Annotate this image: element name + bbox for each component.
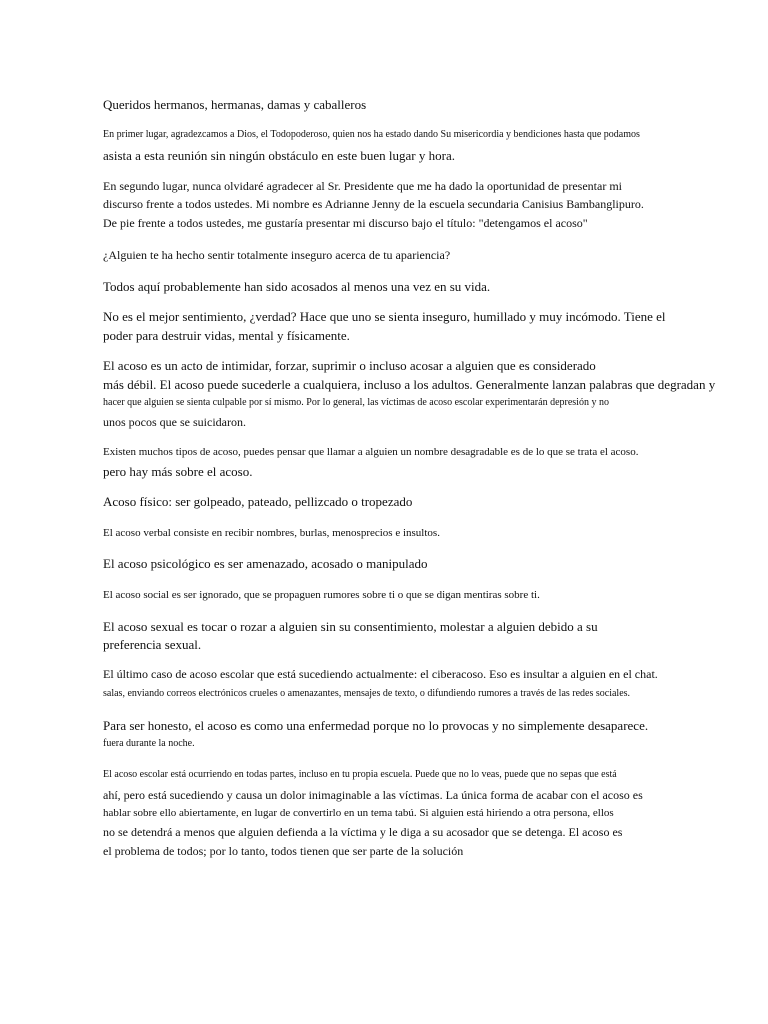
paragraph-14-line-1: Para ser honesto, el acoso es como una enfermedad porque no lo provocas y no simplemente desaparece. <box>103 718 649 733</box>
paragraph-13-line-1: El último caso de acoso escolar que está sucediendo actualmente: el ciberacoso. Eso es insultar a alguien en el chat. <box>103 667 658 681</box>
paragraph-15-line-4: no se detendrá a menos que alguien defienda a la víctima y le diga a su acosador que se detenga. El acoso es <box>103 825 623 839</box>
paragraph-14-line-2: fuera durante la noche. <box>103 738 195 749</box>
paragraph-2-line-3: De pie frente a todos ustedes, me gustaría presentar mi discurso bajo el título: "detengamos el acoso" <box>103 216 588 230</box>
paragraph-7-line-1: Existen muchos tipos de acoso, puedes pensar que llamar a alguien un nombre desagradable es de lo que se trata el acoso. <box>103 446 639 458</box>
paragraph-6-line-4: unos pocos que se suicidaron. <box>103 415 246 429</box>
paragraph-11: El acoso social es ser ignorado, que se propaguen rumores sobre ti o que se digan mentiras sobre ti. <box>103 589 540 601</box>
paragraph-6-line-1: El acoso es un acto de intimidar, forzar, suprimir o incluso acosar a alguien que es considerado <box>103 358 596 373</box>
paragraph-10: El acoso psicológico es ser amenazado, acosado o manipulado <box>103 556 428 571</box>
paragraph-4: Todos aquí probablemente han sido acosados al menos una vez en su vida. <box>103 279 491 294</box>
paragraph-2-line-1: En segundo lugar, nunca olvidaré agradecer al Sr. Presidente que me ha dado la oportunidad de presentar mi <box>103 179 623 193</box>
paragraph-1-line-2: asista a esta reunión sin ningún obstáculo en este buen lugar y hora. <box>103 148 455 163</box>
paragraph-6-line-2: más débil. El acoso puede sucederle a cualquiera, incluso a los adultos. Generalmente lanzan palabras que degradan y <box>103 377 716 392</box>
paragraph-15-line-3: hablar sobre ello abiertamente, en lugar de convertirlo en un tema tabú. Si alguien está hiriendo a otra persona, ellos <box>103 807 614 819</box>
paragraph-9: El acoso verbal consiste en recibir nombres, burlas, menosprecios e insultos. <box>103 527 440 539</box>
greeting: Queridos hermanos, hermanas, damas y caballeros <box>103 97 367 112</box>
paragraph-15-line-1: El acoso escolar está ocurriendo en todas partes, incluso en tu propia escuela. Puede que no lo veas, puede que no sepas que está <box>103 769 617 780</box>
paragraph-15-line-2: ahí, pero está sucediendo y causa un dolor inimaginable a las víctimas. La única forma de acabar con el acoso es <box>103 788 643 802</box>
paragraph-8: Acoso físico: ser golpeado, pateado, pellizcado o tropezado <box>103 494 413 509</box>
paragraph-12-line-2: preferencia sexual. <box>103 637 202 652</box>
paragraph-2-line-2: discurso frente a todos ustedes. Mi nombre es Adrianne Jenny de la escuela secundaria Canisius Bambanglipuro. <box>103 197 644 211</box>
paragraph-13-line-2: salas, enviando correos electrónicos crueles o amenazantes, mensajes de texto, o difundiendo rumores a través de las redes sociales. <box>103 688 631 699</box>
paragraph-12-line-1: El acoso sexual es tocar o rozar a alguien sin su consentimiento, molestar a alguien debido a su <box>103 619 598 634</box>
paragraph-15-line-5: el problema de todos; por lo tanto, todos tienen que ser parte de la solución <box>103 844 464 858</box>
paragraph-3: ¿Alguien te ha hecho sentir totalmente inseguro acerca de tu apariencia? <box>103 248 451 262</box>
paragraph-7-line-2: pero hay más sobre el acoso. <box>103 464 253 479</box>
paragraph-6-line-3: hacer que alguien se sienta culpable por sí mismo. Por lo general, las víctimas de acoso escolar experimentarán depresión y no <box>103 397 609 408</box>
paragraph-5-line-1: No es el mejor sentimiento, ¿verdad? Hace que uno se sienta inseguro, humillado y muy incómodo. Tiene el <box>103 309 666 324</box>
paragraph-5-line-2: poder para destruir vidas, mental y físicamente. <box>103 328 350 343</box>
paragraph-1-line-1: En primer lugar, agradezcamos a Dios, el Todopoderoso, quien nos ha estado dando Su misericordia y bendiciones hasta que podamos <box>103 129 640 140</box>
